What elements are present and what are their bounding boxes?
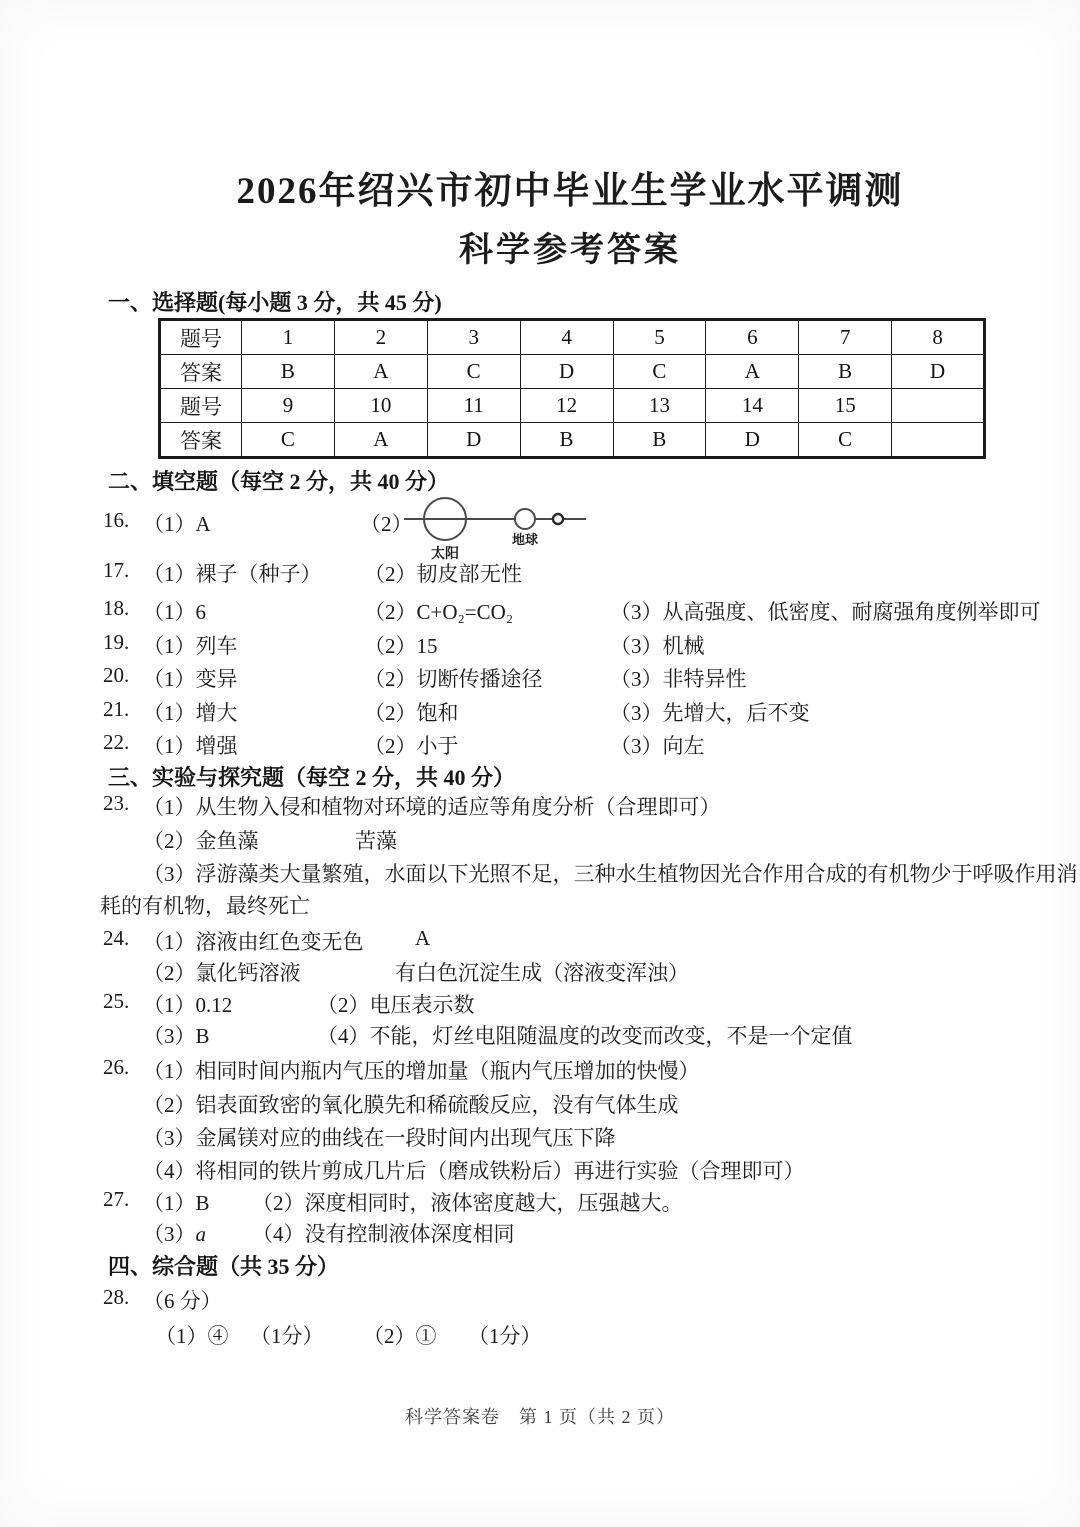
section-heading-experiment: 三、实验与探究题（每空 2 分，共 40 分） bbox=[108, 765, 516, 790]
answer-28-1-score: （1分） bbox=[250, 1324, 324, 1348]
table-cell: 14 bbox=[706, 389, 799, 423]
page-subtitle: 科学参考答案 bbox=[459, 232, 681, 269]
answer-22-3: （3）向左 bbox=[610, 734, 705, 758]
table-cell: 3 bbox=[427, 320, 520, 355]
table-cell: A bbox=[706, 355, 799, 389]
answer-27-4: （4）没有控制液体深度相同 bbox=[252, 1222, 515, 1246]
row-label: 答案 bbox=[160, 423, 242, 458]
question-number: 26. bbox=[103, 1055, 130, 1079]
answer-18-2: （2）C+O₂=CO₂ bbox=[364, 600, 514, 624]
answer-20-2: （2）切断传播途径 bbox=[364, 667, 543, 691]
section-heading-comprehensive: 四、综合题（共 35 分） bbox=[108, 1254, 340, 1279]
table-cell: 8 bbox=[892, 320, 985, 355]
answer-16-1: （1）A bbox=[143, 512, 211, 536]
answer-17-2: （2）韧皮部 bbox=[364, 562, 480, 586]
answer-22-1: （1）增强 bbox=[143, 734, 238, 758]
answer-26-4: （4）将相同的铁片剪成几片后（磨成铁粉后）再进行实验（合理即可） bbox=[143, 1159, 805, 1183]
answer-25-2: （2）电压表示数 bbox=[317, 993, 475, 1017]
question-number: 20. bbox=[103, 663, 130, 687]
question-number: 27. bbox=[103, 1187, 130, 1211]
section-heading-choice: 一、选择题(每小题 3 分，共 45 分) bbox=[108, 290, 442, 315]
table-cell: B bbox=[242, 355, 335, 389]
question-number: 25. bbox=[103, 989, 130, 1013]
table-cell: A bbox=[334, 423, 427, 458]
answer-19-1: （1）列车 bbox=[143, 634, 238, 658]
answer-25-3: （3）B bbox=[143, 1024, 210, 1048]
table-cell: D bbox=[427, 423, 520, 458]
answer-26-1: （1）相同时间内瓶内气压的增加量（瓶内气压增加的快慢） bbox=[143, 1059, 700, 1083]
answer-21-1: （1）增大 bbox=[143, 701, 238, 725]
answer-18-1: （1）6 bbox=[143, 600, 206, 624]
question-number: 22. bbox=[103, 730, 130, 754]
answer-23-2b: 苦藻 bbox=[355, 829, 397, 853]
table-cell: B bbox=[613, 423, 706, 458]
answer-21-3: （3）先增大，后不变 bbox=[610, 701, 810, 725]
table-cell: 1 bbox=[242, 320, 335, 355]
table-row bbox=[160, 423, 985, 458]
question-number: 19. bbox=[103, 630, 130, 654]
table-cell: 10 bbox=[334, 389, 427, 423]
moon-circle bbox=[553, 514, 563, 524]
table-cell: 7 bbox=[799, 320, 892, 355]
answer-17-1: （1）裸子（种子） bbox=[143, 562, 322, 586]
table-cell: C bbox=[799, 423, 892, 458]
table-cell: C bbox=[427, 355, 520, 389]
table-cell: 9 bbox=[242, 389, 335, 423]
table-cell: 15 bbox=[799, 389, 892, 423]
table-cell bbox=[892, 423, 985, 458]
answer-18-3: （3）从高强度、低密度、耐腐强角度例举即可 bbox=[610, 600, 1041, 624]
answer-19-2: （2）15 bbox=[364, 634, 438, 658]
page-title: 2026年绍兴市初中毕业生学业水平调测 bbox=[236, 171, 904, 212]
answer-24-2a: （2）氯化钙溶液 bbox=[143, 961, 301, 985]
row-label: 题号 bbox=[160, 320, 242, 355]
answer-23-1: （1）从生物入侵和植物对环境的适应等角度分析（合理即可） bbox=[143, 795, 721, 819]
answer-20-1: （1）变异 bbox=[143, 667, 238, 691]
sun-earth-moon-diagram bbox=[398, 486, 593, 566]
table-row bbox=[160, 389, 985, 423]
answer-23-3-cont: 耗的有机物，最终死亡 bbox=[100, 894, 310, 918]
question-number: 28. bbox=[103, 1285, 130, 1309]
page-footer: 科学答案卷 第 1 页（共 2 页） bbox=[405, 1407, 675, 1427]
answer-25-1: （1）0.12 bbox=[143, 993, 233, 1017]
table-cell: C bbox=[242, 423, 335, 458]
question-28-score: （6 分） bbox=[143, 1289, 222, 1313]
table-cell: 2 bbox=[334, 320, 427, 355]
section-heading-fill-blank: 二、填空题（每空 2 分，共 40 分） bbox=[108, 469, 450, 494]
table-cell: D bbox=[520, 355, 613, 389]
answer-24-1a: （1）溶液由红色变无色 bbox=[143, 930, 364, 954]
answer-21-2: （2）饱和 bbox=[364, 701, 459, 725]
answer-27-1: （1）B bbox=[143, 1191, 210, 1215]
table-cell: A bbox=[334, 355, 427, 389]
table-cell: B bbox=[520, 423, 613, 458]
question-number: 16. bbox=[103, 508, 130, 532]
answer-28-2-score: （1分） bbox=[468, 1324, 542, 1348]
answer-23-3: （3）浮游藻类大量繁殖，水面以下光照不足，三种水生植物因光合作用合成的有机物少于呼吸作用消 bbox=[143, 862, 1078, 886]
table-cell: 5 bbox=[613, 320, 706, 355]
answer-26-2: （2）铝表面致密的氧化膜先和稀硫酸反应，没有气体生成 bbox=[143, 1093, 679, 1117]
answer-table bbox=[158, 318, 986, 459]
answer-24-2b: 有白色沉淀生成（溶液变浑浊） bbox=[395, 961, 689, 985]
earth-label: 地球 bbox=[511, 532, 539, 547]
table-cell: 6 bbox=[706, 320, 799, 355]
table-cell bbox=[892, 389, 985, 423]
answer-17-3: 无性 bbox=[480, 562, 522, 586]
answer-23-2a: （2）金鱼藻 bbox=[143, 829, 259, 853]
question-number: 17. bbox=[103, 558, 130, 582]
earth-circle bbox=[515, 509, 535, 529]
answer-27-2: （2）深度相同时，液体密度越大，压强越大。 bbox=[252, 1191, 683, 1215]
table-cell: D bbox=[706, 423, 799, 458]
answer-28-1: （1）④ bbox=[155, 1324, 229, 1348]
answer-27-3-value: a bbox=[195, 1222, 206, 1246]
table-row bbox=[160, 320, 985, 355]
answer-20-3: （3）非特异性 bbox=[610, 667, 747, 691]
answer-22-2: （2）小于 bbox=[364, 734, 459, 758]
table-cell: C bbox=[613, 355, 706, 389]
table-cell: 4 bbox=[520, 320, 613, 355]
table-cell: B bbox=[799, 355, 892, 389]
answer-28-2: （2）① bbox=[363, 1324, 437, 1348]
answer-27-3-label: （3） bbox=[143, 1222, 196, 1246]
table-cell: 13 bbox=[613, 389, 706, 423]
answer-16-2-label: （2） bbox=[360, 512, 413, 536]
answer-27-3 bbox=[143, 1218, 206, 1248]
answer-19-3: （3）机械 bbox=[610, 634, 705, 658]
table-cell: 12 bbox=[520, 389, 613, 423]
table-row bbox=[160, 355, 985, 389]
question-number: 21. bbox=[103, 697, 130, 721]
question-number: 24. bbox=[103, 926, 130, 950]
question-number: 18. bbox=[103, 596, 130, 620]
sun-label: 太阳 bbox=[431, 547, 459, 562]
answer-26-3: （3）金属镁对应的曲线在一段时间内出现气压下降 bbox=[143, 1126, 616, 1150]
table-cell: D bbox=[892, 355, 985, 389]
row-label: 题号 bbox=[160, 389, 242, 423]
answer-24-1b: A bbox=[415, 926, 431, 950]
question-number: 23. bbox=[103, 791, 130, 815]
row-label: 答案 bbox=[160, 355, 242, 389]
answer-25-4: （4）不能，灯丝电阻随温度的改变而改变，不是一个定值 bbox=[317, 1024, 853, 1048]
table-cell: 11 bbox=[427, 389, 520, 423]
